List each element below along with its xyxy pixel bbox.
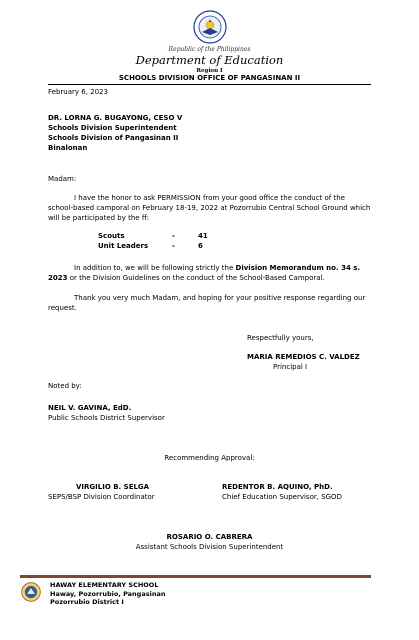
memo-reference: Division Memorandum no. 34 s. 2023 [48,264,361,282]
recipient-location: Binalonan [48,144,88,152]
deped-seal-icon [193,10,227,44]
chief-supervisor-name: REDENTOR B. AQUINO, PhD. [222,483,333,491]
principal-name: MARIA REMEDIOS C. VALDEZ [247,353,360,361]
participant-count: 41 [198,232,208,240]
republic-line: Republic of the Philippines [168,46,251,53]
footer-district: Pozorrubio District I [50,598,124,606]
footer-school-name: HAWAY ELEMENTARY SCHOOL [50,581,159,589]
department-name: Department of Education [135,53,284,67]
footer-address: Haway, Pozorrubio, Pangasinan [50,589,166,598]
paragraph-thanks: Thank you very much Madam, and hoping for your positive response regarding our request. [48,294,366,312]
supervisor-name: NEIL V. GAVINA, EdD. [48,404,132,412]
region-line: Region I [196,68,223,74]
principal-title: Principal I [273,363,308,371]
division-office: SCHOOLS DIVISION OFFICE OF PANGASINAN II [118,74,301,82]
salutation: Madam: [48,175,77,183]
closing-phrase: Respectfully yours, [247,334,314,342]
paragraph-memorandum [48,263,371,283]
participant-dash: - [172,232,175,240]
coordinator-name: VIRGILIO B. SELGA [76,483,150,491]
noted-by-label: Noted by: [48,382,82,390]
recipient-name: DR. LORNA G. BUGAYONG, CESO V [48,114,183,122]
paragraph-request: I have the honor to ask PERMISSION from your good office the conduct of the school-based camporal on February 18-19, 2022 at Pozorrubio Central School Ground which will be participated by the ff: [48,194,371,222]
memo-text-start: In addition to, we will be following strictly the [74,264,236,272]
footer-school [50,581,165,607]
recipient-title: Schools Division Superintendent [48,124,177,132]
approver-title: Assistant Schools Division Superintendent [135,543,284,551]
approver-name: ROSARIO O. CABRERA [166,533,253,541]
memo-text-end: or the Division Guidelines on the conduct of the School-Based Camporal. [67,274,325,282]
supervisor-title: Public Schools District Supervisor [48,414,165,422]
header-rule [48,84,371,85]
school-logo-icon [21,582,41,602]
letter-date: February 6, 2023 [48,88,108,96]
participant-label: Unit Leaders [98,242,149,250]
recipient-office: Schools Division of Pangasinan II [48,134,179,142]
participant-label: Scouts [98,232,125,240]
chief-supervisor-title: Chief Education Supervisor, SGOD [222,493,342,501]
coordinator-title: SEPS/BSP Division Coordinator [48,493,155,501]
footer-rule [20,575,371,578]
participant-dash: - [172,242,175,250]
recommending-label: Recommending Approval: [164,454,255,462]
participant-count: 6 [198,242,203,250]
